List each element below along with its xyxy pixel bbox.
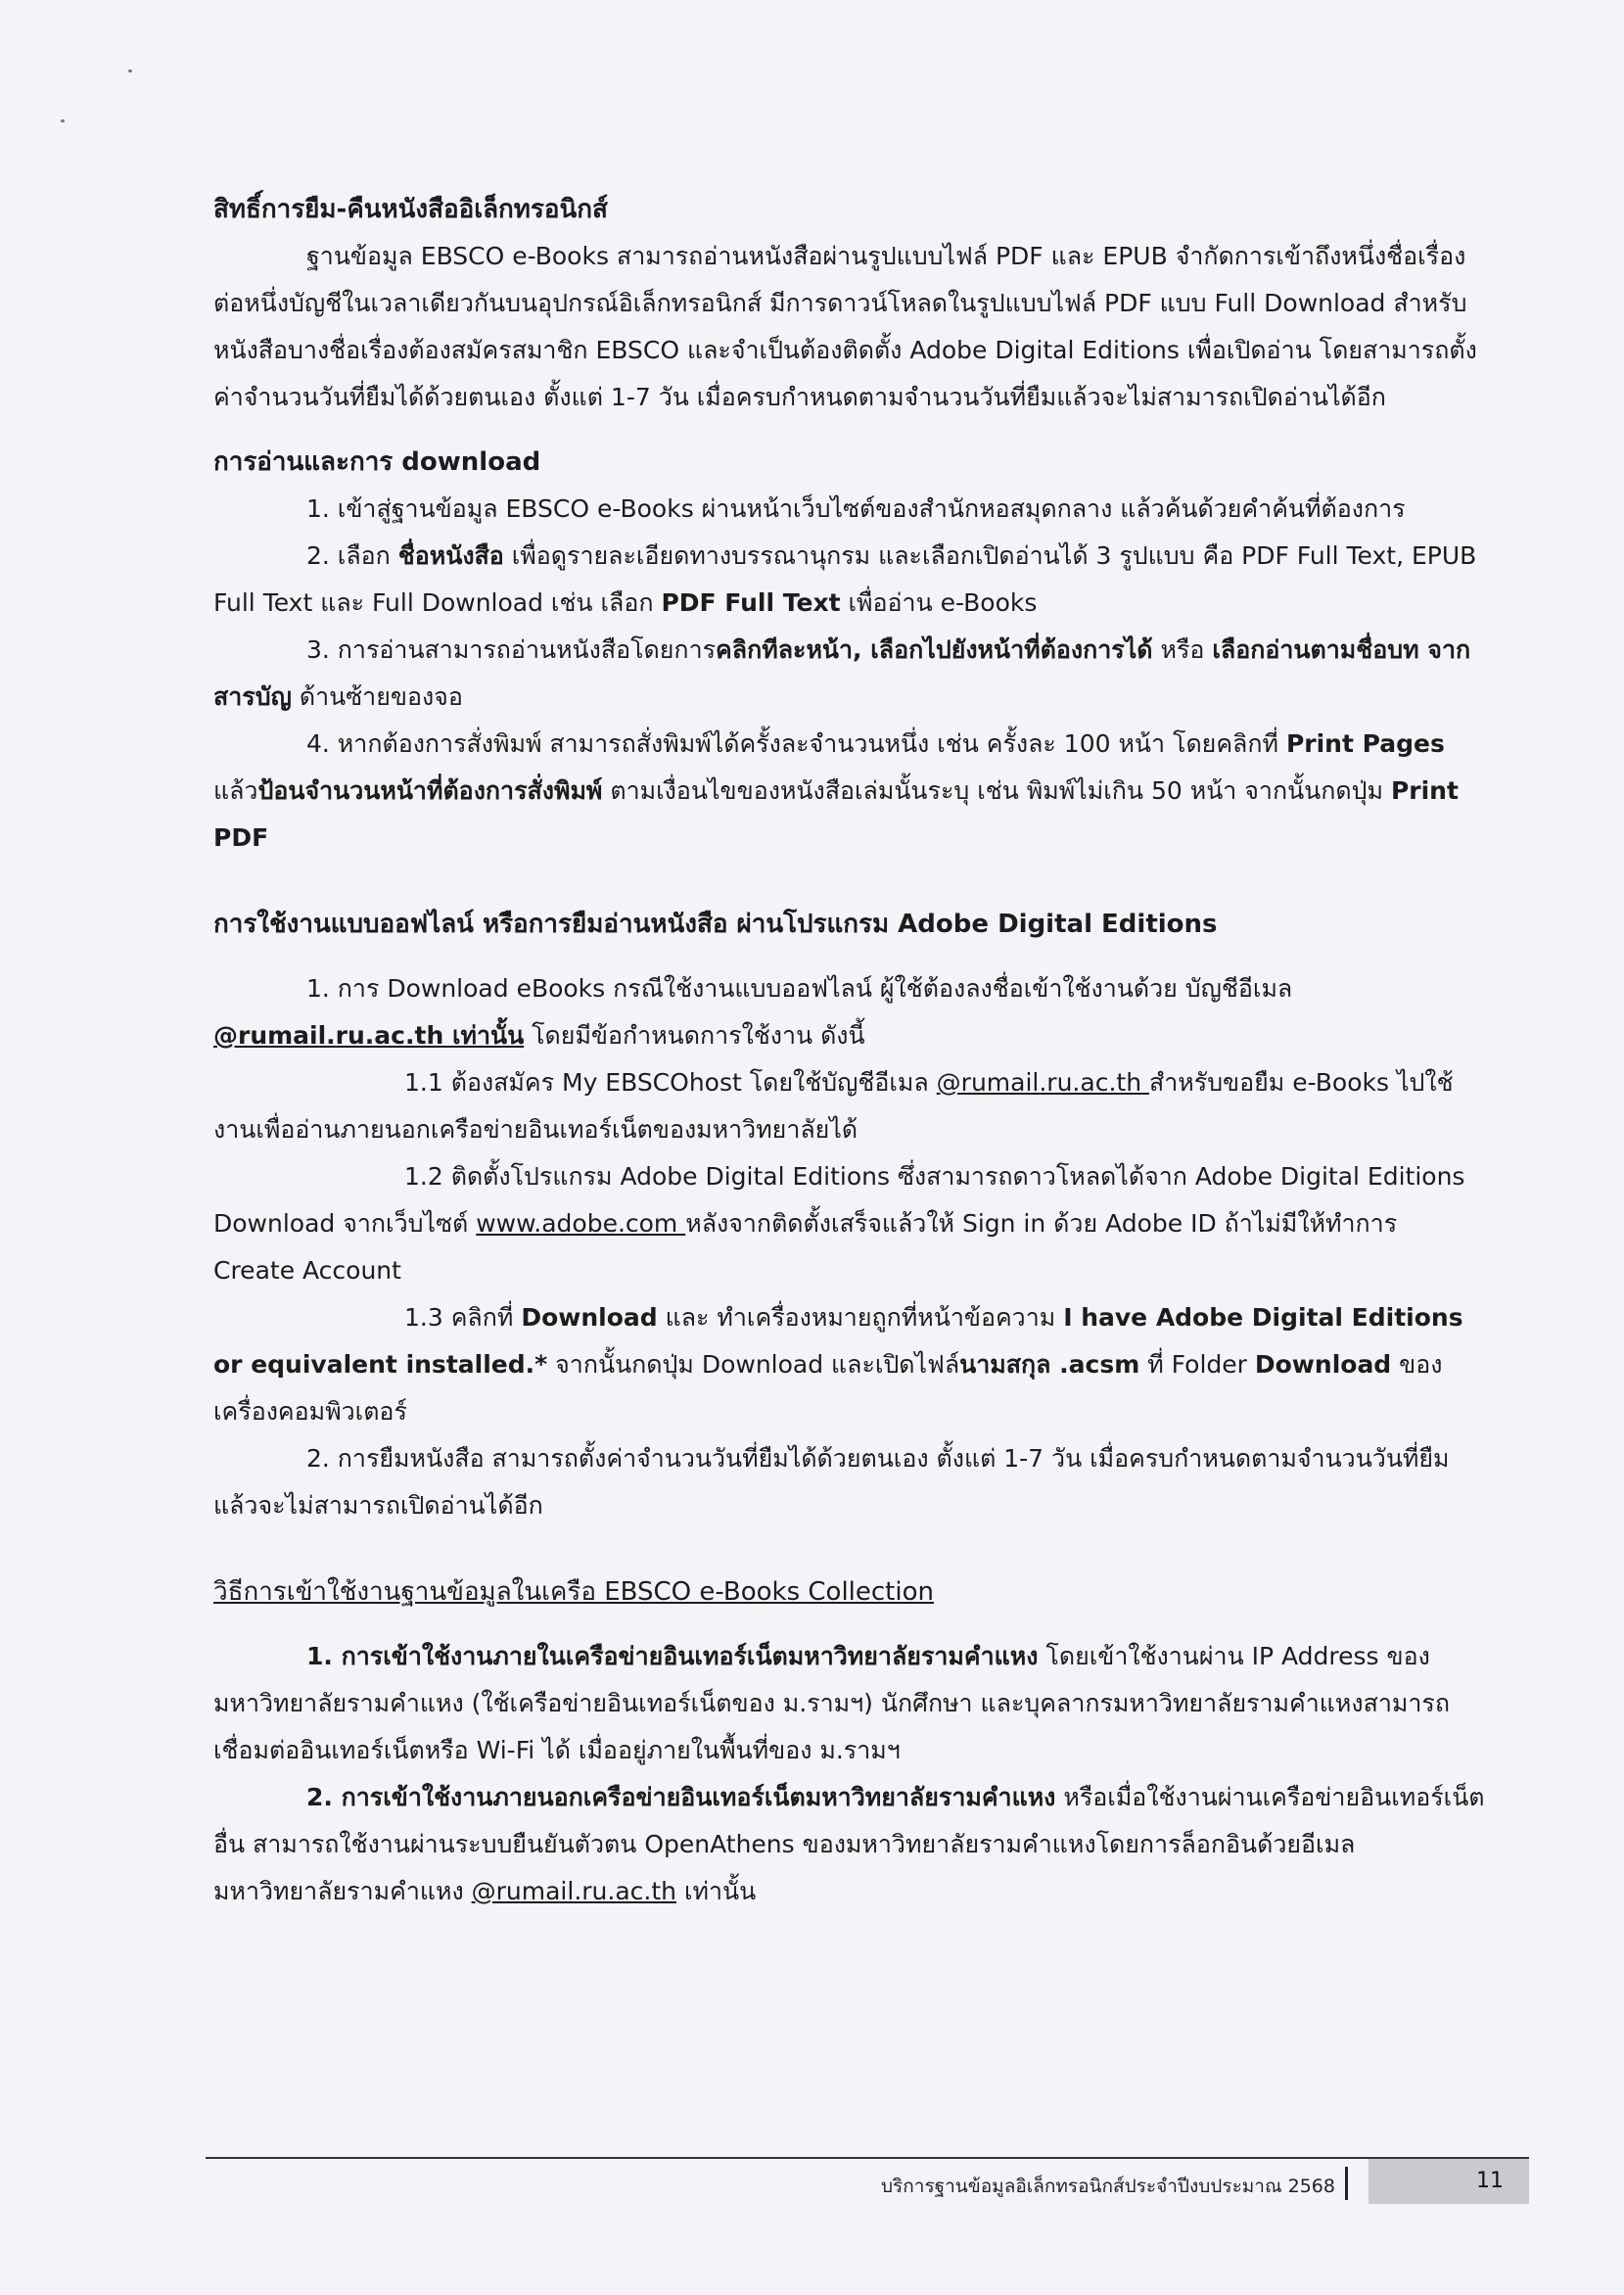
bold-text: นามสกุล .acsm <box>959 1350 1140 1379</box>
email-link[interactable]: @rumail.ru.ac.th <box>471 1877 676 1905</box>
text: ตามเงื่อนไขของหนังสือเล่มนั้นระบุ เช่น พิมพ์ไม่เกิน 50 หน้า จากนั้นกดปุ่ม <box>602 776 1391 805</box>
text: เพื่อดูรายละเอียดทางบรรณานุกรม และเลือกเปิดอ่านได้ 3 รูปแบบ คือ PDF Full Text, EPUB Full Text และ Full Download เช่น เลือก <box>213 541 1477 617</box>
text: โดยมีข้อกำหนดการใช้งาน ดังนี้ <box>524 1021 865 1050</box>
text: 1.3 คลิกที่ <box>404 1303 522 1332</box>
text: หลังจากติดตั้งเสร็จแล้วให้ Sign in ด้วย Adobe ID ถ้าไม่มีให้ทำการ Create Account <box>213 1209 1398 1285</box>
bold-text: Print Pages <box>1285 729 1445 758</box>
adobe-website-link[interactable]: www.adobe.com <box>476 1209 686 1238</box>
text: 2. เลือก <box>306 541 398 570</box>
bold-text: ป้อนจำนวนหน้าที่ต้องการสั่งพิมพ์ <box>257 776 603 805</box>
page-number-text: 11 <box>1476 2169 1504 2193</box>
text: 1.1 ต้องสมัคร My EBSCOhost โดยใช้บัญชีอีเมล <box>404 1068 937 1097</box>
bold-text: เลือกอ่านตามชื่อบท จากสารบัญ <box>213 635 1471 711</box>
text: ของเครื่องคอมพิวเตอร์ <box>213 1350 1443 1426</box>
email-note: @rumail.ru.ac.th เท่านั้น <box>213 1021 525 1050</box>
text: 1.2 ติดตั้งโปรแกรม Adobe Digital Editions ซึ่งสามารถดาวโหลดได้จาก Adobe Digital Editions Download จากเว็บไซต์ <box>213 1162 1465 1238</box>
list-item-access-1 <box>213 1633 1486 1774</box>
heading-access-methods: วิธีการเข้าใช้งานฐานข้อมูลในเครือ EBSCO e-Books Collection <box>213 1577 934 1607</box>
text: 3. การอ่านสามารถอ่านหนังสือโดยการ <box>306 635 717 664</box>
footer-separator <box>1345 2167 1348 2200</box>
bold-text: Print PDF <box>213 776 1459 852</box>
sub-item-1-1 <box>213 1059 1486 1153</box>
footer-divider <box>206 2157 1529 2159</box>
text: หรือเมื่อใช้งานผ่านเครือข่ายอินเทอร์เน็ตอื่น สามารถใช้งานผ่านระบบยืนยันตัวตน OpenAthens ของมหาวิทยาลัยรามคำแหงโดยการล็อกอินด้วยอีเมลมหาวิทยาลัยรามคำแหง <box>213 1783 1485 1905</box>
bold-text: คลิกทีละหน้า, เลือกไปยังหน้าที่ต้องการได้ <box>716 635 1153 664</box>
bold-text: I have Adobe Digital Editions or equivalent installed.* <box>213 1303 1463 1379</box>
page-number <box>1369 2159 1529 2204</box>
bold-text: Download <box>1254 1350 1392 1379</box>
list-item-access-2 <box>213 1774 1486 1915</box>
email-link[interactable]: @rumail.ru.ac.th <box>936 1068 1149 1097</box>
scan-speck <box>128 70 132 72</box>
text: เท่านั้น <box>676 1877 757 1905</box>
heading-borrow-return: สิทธิ์การยืม-คืนหนังสืออิเล็กทรอนิกส์ <box>213 195 608 224</box>
list-item-offline-1 <box>213 965 1486 1059</box>
list-item-read-4 <box>213 721 1486 862</box>
text: ที่ Folder <box>1139 1350 1255 1379</box>
list-item-offline-2: 2. การยืมหนังสือ สามารถตั้งค่าจำนวนวันที่ยืมได้ด้วยตนเอง ตั้งแต่ 1-7 วัน เมื่อครบกำหนดตามจำนวนวันที่ยืมแล้วจะไม่สามารถเปิดอ่านได้อีก <box>213 1444 1450 1520</box>
footer-title: บริการฐานข้อมูลอิเล็กทรอนิกส์ประจำปีงบประมาณ 2568 <box>881 2176 1335 2197</box>
heading-offline-use: การใช้งานแบบออฟไลน์ หรือการยืมอ่านหนังสือ ผ่านโปรแกรม Adobe Digital Editions <box>213 910 1218 939</box>
text: โดยเข้าใช้งานผ่าน IP Address ของมหาวิทยาลัยรามคำแหง (ใช้เครือข่ายอินเทอร์เน็ตของ ม.รามฯ) นักศึกษา และบุคลากรมหาวิทยาลัยรามคำแหงสามารถเชื่อมต่ออินเทอร์เน็ตหรือ Wi-Fi ได้ เมื่ออยู่ภายในพื้นที่ของ ม.รามฯ <box>213 1642 1450 1764</box>
text: 4. หากต้องการสั่งพิมพ์ สามารถสั่งพิมพ์ได้ครั้งละจำนวนหนึ่ง เช่น ครั้งละ 100 หน้า โดยคลิกที่ <box>306 729 1286 758</box>
page-content <box>213 186 1486 1915</box>
text: เพื่ออ่าน e-Books <box>840 588 1038 617</box>
list-item-read-3 <box>213 627 1486 721</box>
bold-text: Download <box>521 1303 658 1332</box>
text: ด้านซ้ายของจอ <box>291 682 463 711</box>
bold-text: ชื่อหนังสือ <box>397 541 504 570</box>
list-item-read-1: 1. เข้าสู่ฐานข้อมูล EBSCO e-Books ผ่านหน้าเว็บไซต์ของสำนักหอสมุดกลาง แล้วค้นด้วยคำค้นที่ต้องการ <box>306 494 1406 523</box>
text: สำหรับขอยืม e-Books ไปใช้งานเพื่ออ่านภายนอกเครือข่ายอินเทอร์เน็ตของมหาวิทยาลัยได้ <box>213 1068 1454 1144</box>
scan-speck <box>61 119 65 122</box>
text: แล้ว <box>213 776 258 805</box>
text: และ ทำเครื่องหมายถูกที่หน้าข้อความ <box>657 1303 1064 1332</box>
bold-text: 2. การเข้าใช้งานภายนอกเครือข่ายอินเทอร์เน็ตมหาวิทยาลัยรามคำแหง <box>306 1783 1056 1811</box>
text: 1. การ Download eBooks กรณีใช้งานแบบออฟไลน์ ผู้ใช้ต้องลงชื่อเข้าใช้งานด้วย บัญชีอีเมล <box>306 974 1293 1003</box>
bold-text: 1. การเข้าใช้งานภายในเครือข่ายอินเทอร์เน็ตมหาวิทยาลัยรามคำแหง <box>306 1642 1039 1670</box>
text: จากนั้นกดปุ่ม Download และเปิดไฟล์ <box>547 1350 960 1379</box>
sub-item-1-3 <box>213 1294 1486 1435</box>
sub-item-1-2 <box>213 1153 1486 1294</box>
bold-text: PDF Full Text <box>661 588 841 617</box>
paragraph-borrow-return: ฐานข้อมูล EBSCO e-Books สามารถอ่านหนังสือผ่านรูปแบบไฟล์ PDF และ EPUB จำกัดการเข้าถึงหนึ่งชื่อเรื่องต่อหนึ่งบัญชีในเวลาเดียวกันบนอุปกรณ์อิเล็กทรอนิกส์ มีการดาวน์โหลดในรูปแบบไฟล์ PDF แบบ Full Download สำหรับหนังสือบางชื่อเรื่องต้องสมัครสมาชิก EBSCO และจำเป็นต้องติดตั้ง Adobe Digital Editions เพื่อเปิดอ่าน โดยสามารถตั้งค่าจำนวนวันที่ยืมได้ด้วยตนเอง ตั้งแต่ 1-7 วัน เมื่อครบกำหนดตามจำนวนวันที่ยืมแล้วจะไม่สามารถเปิดอ่านได้อีก <box>213 242 1477 411</box>
text: หรือ <box>1152 635 1213 664</box>
list-item-read-2 <box>213 533 1486 627</box>
heading-read-download: การอ่านและการ download <box>213 447 541 477</box>
